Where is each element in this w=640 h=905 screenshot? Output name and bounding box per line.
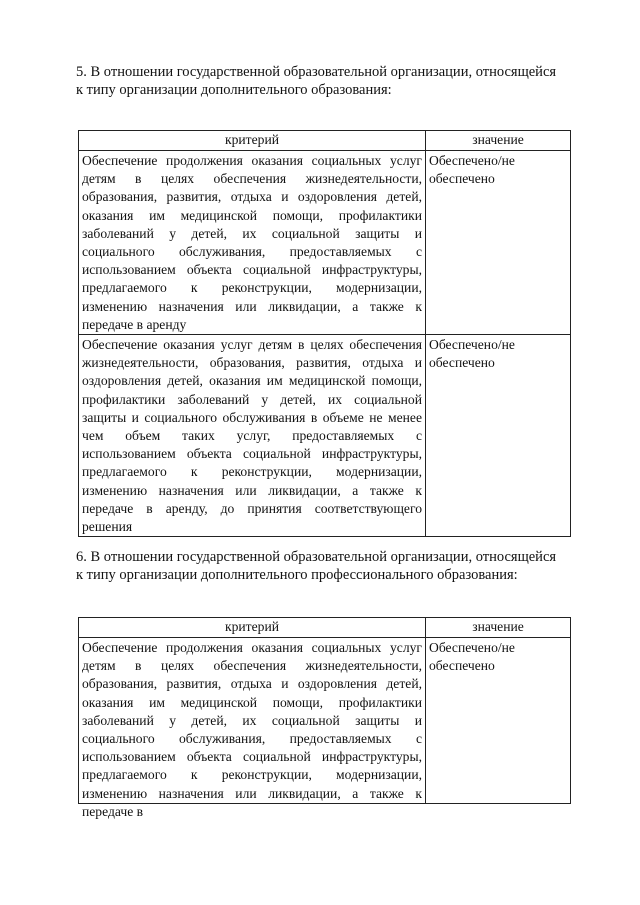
value-cell: Обеспечено/не обеспечено [426, 151, 571, 335]
table-row [79, 151, 571, 335]
value-column-header: значение [426, 131, 571, 151]
value-column-header: значение [426, 618, 571, 638]
value-cell: Обеспечено/не обеспечено [426, 335, 571, 537]
section-6-heading [76, 548, 576, 584]
section-6-criteria-table [78, 617, 571, 819]
criterion-cell: Обеспечение оказания услуг детям в целях обеспечения жизнедеятельности, образования, развития, отдыха и оздоровления детей, оказания им медицинской помощи, профилактики заболеваний у детей, их социальной защиты и социального обслуживания в объеме не менее чем объем таких услуг, предоставляемых с использованием объекта социальной инфраструктуры, предлагаемого к реконструкции, модернизации, изменению назначения или ликвидации, а также к передаче в аренду, до принятия соответствующего решения [79, 335, 426, 537]
table-row [79, 335, 571, 537]
section-6-heading-line-2: к типу организации дополнительного профессионального образования: [76, 567, 518, 583]
table-row [79, 638, 571, 804]
section-5-heading-line-1: 5. В отношении государственной образовательной организации, относящейся [76, 64, 557, 80]
table-header-row [79, 618, 571, 638]
criterion-column-header: критерий [79, 618, 426, 638]
criterion-text: Обеспечение продолжения оказания социальных услуг детям в целях обеспечения жизнедеятельности, образования, развития, отдыха и оздоровления детей, оказания им медицинской помощи, профилактики заболеваний у детей, их социальной защиты и социального обслуживания, предоставляемых с использованием объекта социальной инфраструктуры, предлагаемого к реконструкции, модернизации, изменению назначения или ликвидации, а также к передаче в [82, 640, 422, 819]
table-header-row [79, 131, 571, 151]
section-5-heading [76, 63, 576, 99]
value-text: Обеспечено/не обеспечено [429, 640, 515, 674]
criterion-cell [79, 638, 426, 819]
section-6-heading-line-1: 6. В отношении государственной образовательной организации, относящейся [76, 549, 557, 565]
section-5-criteria-table [78, 130, 571, 537]
criterion-column-header: критерий [79, 131, 426, 151]
criterion-cell: Обеспечение продолжения оказания социальных услуг детям в целях обеспечения жизнедеятельности, образования, развития, отдыха и оздоровления детей, оказания им медицинской помощи, профилактики заболеваний у детей, их социальной защиты и социального обслуживания, предоставляемых с использованием объекта социальной инфраструктуры, предлагаемого к реконструкции, модернизации, изменению назначения или ликвидации, а также к передаче в аренду [79, 151, 426, 335]
value-cell [426, 638, 571, 804]
section-5-heading-line-2: к типу организации дополнительного образования: [76, 82, 392, 98]
